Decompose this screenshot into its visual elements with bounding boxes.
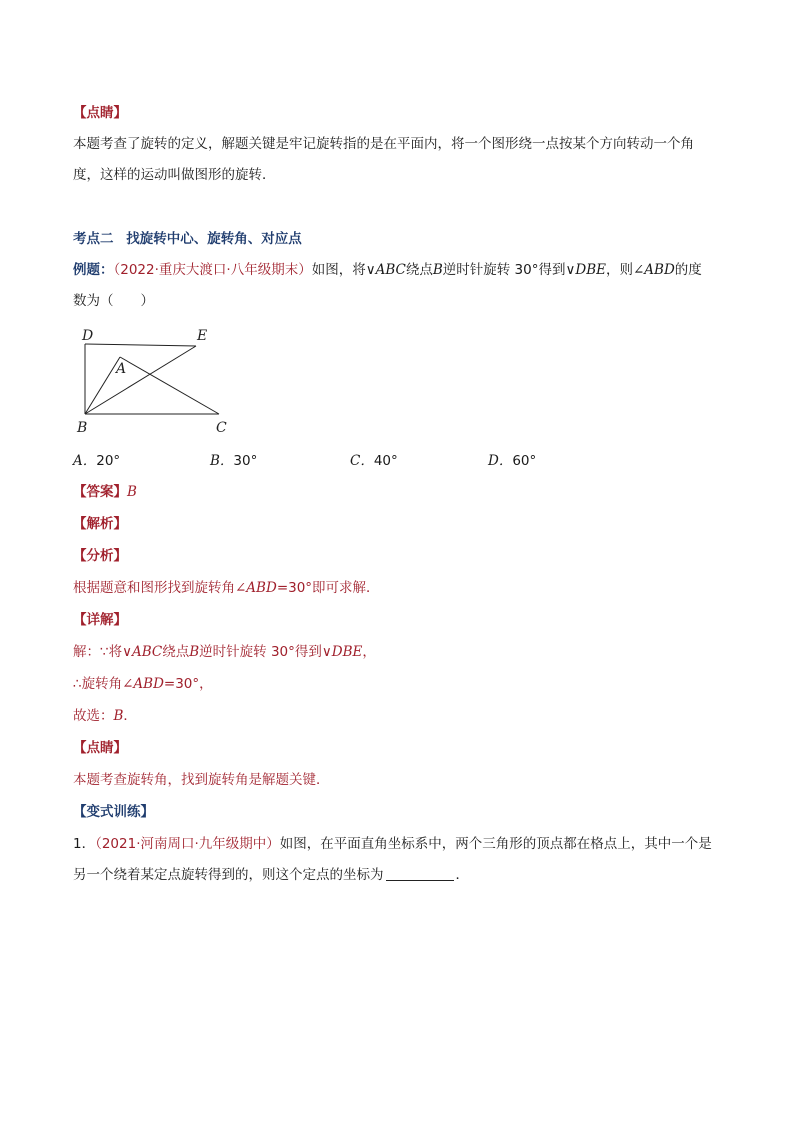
practice-number: 1． (73, 836, 96, 852)
option-b-value: 30° (233, 453, 258, 469)
label-e: E (197, 328, 208, 344)
segment-be (85, 346, 196, 414)
xiangjie-point-b: B (189, 644, 200, 660)
example-angle-abd: ∠ABD (632, 262, 675, 278)
jiexi-title: 【解析】 (73, 516, 127, 532)
option-d-key: D． (488, 453, 513, 469)
xiangjie-l1-b: 绕点 (162, 644, 190, 660)
option-a-key: A． (73, 453, 97, 469)
practice-line-1 (73, 834, 712, 854)
label-b: B (77, 420, 88, 436)
highlight-text-2: 本题考查旋转角，找到旋转角是解题关键． (73, 772, 330, 788)
xiangjie-angle: ∠ABD (122, 676, 164, 692)
fenxi-text-a: 根据题意和图形找到旋转角 (73, 580, 235, 596)
example-text-a: 如图，将 (311, 262, 366, 278)
xiangjie-title: 【详解】 (73, 612, 127, 628)
example-triangle-abc: ∨ABC (365, 262, 406, 278)
xiangjie-l2-b: =30°， (163, 676, 213, 692)
option-a[interactable] (73, 451, 120, 471)
fenxi-angle: ∠ABD (235, 580, 277, 596)
fenxi-text (73, 578, 380, 598)
option-c-key: C． (350, 453, 374, 469)
option-c-value: 40° (373, 453, 398, 469)
xiangjie-l3-b: ． (123, 708, 137, 724)
highlight-text-line-1: 本题考查了旋转的定义，解题关键是牢记旋转指的是在平面内，将一个图形绕一点按某个方向转动一个角 (73, 136, 694, 152)
option-a-value: 20° (96, 453, 121, 469)
example-text-c: 逆时针旋转 30°得到 (442, 262, 566, 278)
highlight-text-line-2: 度，这样的运动叫做图形的旋转． (73, 167, 276, 183)
segment-ac (120, 357, 219, 414)
xiangjie-answer: B (113, 708, 124, 724)
xiangjie-triangle-dbe: ∨DBE (321, 644, 363, 660)
example-text-d: ，则 (605, 262, 633, 278)
xiangjie-l1-a: 解：∵将 (73, 644, 123, 660)
highlight-title-1: 【点睛】 (73, 105, 127, 121)
xiangjie-l3-a: 故选： (73, 708, 114, 724)
xiangjie-triangle-abc: ∨ABC (122, 644, 163, 660)
option-b-key: B． (210, 453, 234, 469)
section-heading-title: 找旋转中心、旋转角、对应点 (126, 231, 302, 247)
xiangjie-l1-c: 逆时针旋转 30°得到 (199, 644, 322, 660)
option-c[interactable] (350, 451, 398, 471)
example-text-b: 绕点 (405, 262, 433, 278)
practice-title: 【变式训练】 (73, 804, 154, 820)
practice-text-2b: ． (455, 867, 469, 883)
label-c: C (216, 420, 227, 436)
example-line-2: 数为（ ） (73, 293, 154, 309)
example-triangle-dbe: ∨DBE (565, 262, 606, 278)
practice-text-1: 如图，在平面直角坐标系中，两个三角形的顶点都在格点上，其中一个是 (279, 836, 712, 852)
section-heading (73, 229, 302, 249)
option-d[interactable] (488, 451, 536, 471)
segment-de (85, 344, 196, 346)
option-b[interactable] (210, 451, 257, 471)
highlight-title-2: 【点睛】 (73, 740, 127, 756)
option-d-value: 60° (512, 453, 537, 469)
practice-source: （2021·河南周口·九年级期中） (95, 836, 280, 852)
example-text-e: 的度 (674, 262, 702, 278)
example-line-1 (73, 260, 702, 280)
practice-text-2a: 另一个绕着某定点旋转得到的，则这个定点的坐标为 (73, 867, 384, 883)
xiangjie-line-1 (73, 642, 376, 662)
practice-line-2 (73, 865, 469, 885)
xiangjie-line-2 (73, 674, 213, 694)
label-d: D (82, 328, 94, 344)
example-source: （2022·重庆大渡口·八年级期末） (113, 262, 312, 278)
xiangjie-line-3 (73, 706, 137, 726)
label-a: A (116, 361, 127, 377)
answer-line (73, 482, 137, 502)
answer-value: B (127, 484, 137, 500)
answer-title: 【答案】 (73, 484, 127, 500)
example-prefix: 例题： (73, 262, 114, 278)
xiangjie-l1-d: ， (362, 644, 376, 660)
fenxi-text-b: =30°即可求解． (276, 580, 380, 596)
segment-ba (85, 357, 120, 414)
answer-blank[interactable] (386, 866, 454, 881)
xiangjie-l2-a: ∴旋转角 (73, 676, 123, 692)
rotation-figure (74, 326, 244, 438)
section-heading-label: 考点二 (73, 231, 114, 247)
example-point-b: B (432, 262, 443, 278)
fenxi-title: 【分析】 (73, 548, 127, 564)
